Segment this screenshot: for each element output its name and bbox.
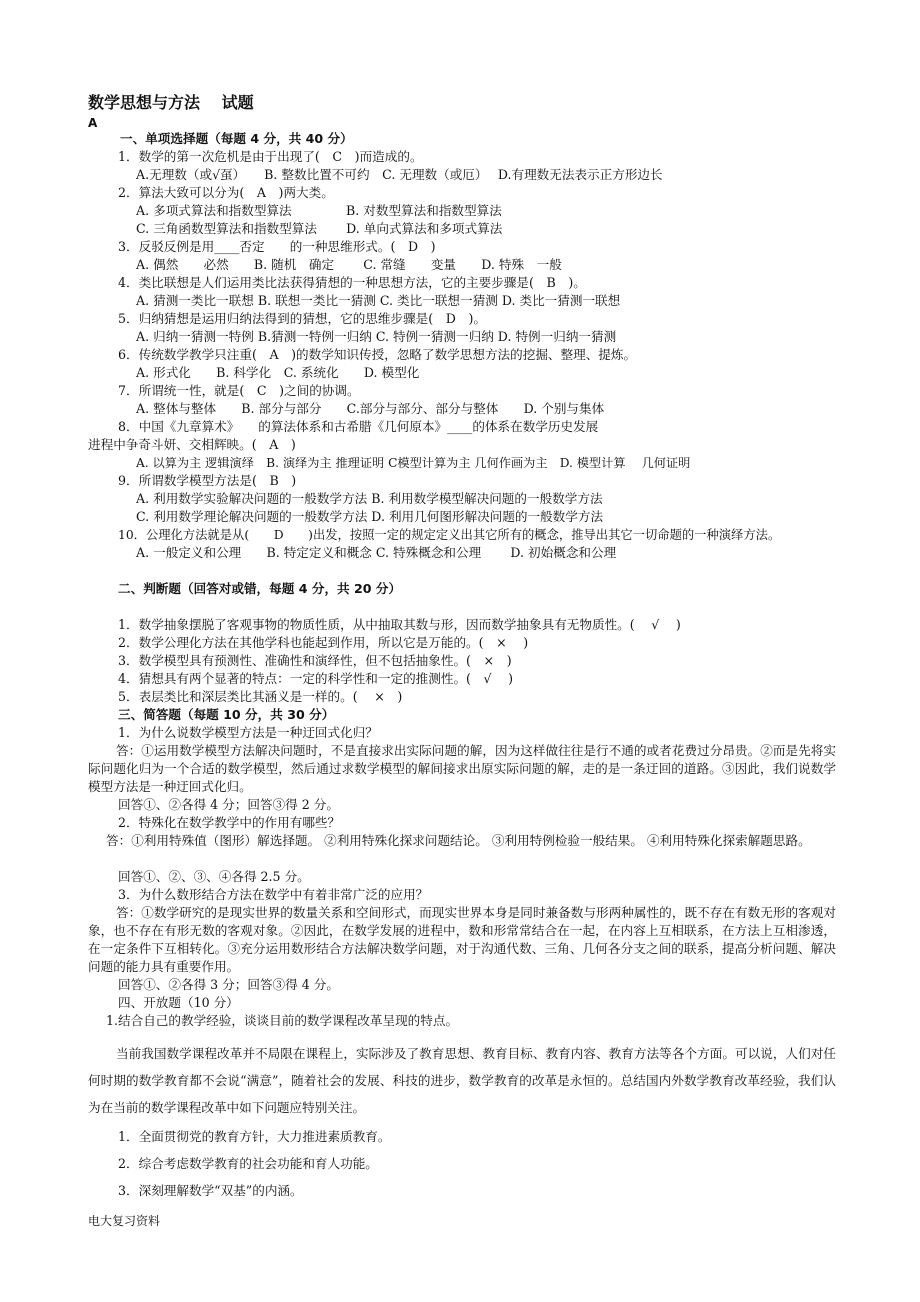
s1-line: 2．算法大致可以分为( A )两大类。 — [118, 185, 334, 200]
section-3-heading: 三、简答题（每题 10 分，共 30 分） — [118, 707, 335, 722]
page-footer: 电大复习资料 — [88, 1214, 161, 1228]
s4-point: 2．综合考虑数学教育的社会功能和育人功能。 — [118, 1156, 378, 1171]
s1-line: 5．归纳猜想是运用归纳法得到的猜想，它的思维步骤是( D )。 — [118, 311, 486, 326]
s3-question-1: 1．为什么说数学模型方法是一种迂回式化归？ — [118, 725, 378, 740]
s1-line: A. 多项式算法和指数型算法 B. 对数型算法和指数型算法 — [136, 203, 502, 218]
s3-question-3: 3．为什么数形结合方法在数学中有着非常广泛的应用？ — [118, 887, 429, 902]
s1-line: A. 归纳一猜测一特例 B.猜测一特例一归纳 C. 特例一猜测一归纳 D. 特例一归纳一猜测 — [136, 329, 617, 344]
s1-line: A. 以算为主 逻辑演绎 B. 演绎为主 推理证明 C模型计算为主 几何作画为主 D. 模型计算 几何证明 — [136, 456, 691, 470]
s1-line: A. 形式化 B. 科学化 C. 系统化 D. 模型化 — [136, 365, 420, 380]
s3-answer-2: 答：①利用特殊值（图形）解选择题。 ②利用特殊化探求问题结论。 ③利用特例检验一般结果。 ④利用特殊化探索解题思路。 — [106, 833, 811, 848]
s2-line: 4．猜想具有两个显著的特点：一定的科学性和一定的推测性。( √ ) — [118, 671, 514, 686]
s1-line: A. 一般定义和公理 B. 特定定义和概念 C. 特殊概念和公理 D. 初始概念和公理 — [136, 545, 617, 560]
s4-point: 1．全面贯彻党的教育方针，大力推进素质教育。 — [118, 1129, 391, 1144]
paper-variant: A — [88, 116, 98, 130]
s1-line: 7．所谓统一性，就是( C )之间的协调。 — [118, 383, 360, 398]
s1-line: 8．中国《九章算术》 的算法体系和古希腊《几何原本》____的体系在数学历史发展 — [118, 419, 599, 434]
page-title: 数学思想与方法 试题 — [88, 93, 254, 112]
s1-line: 3．反驳反例是用____否定 的一种思维形式。( D ) — [118, 239, 436, 254]
s3-score-3: 回答①、②各得 3 分；回答③得 4 分。 — [118, 977, 339, 992]
s1-line: A.无理数（或√虿） B. 整数比置不可约 C. 无理数（或厄） D.有理数无法表示正方形边长 — [136, 167, 663, 182]
section-2-heading: 二、判断题（回答对或错，每题 4 分，共 20 分） — [118, 581, 402, 596]
s4-point: 3．深刻理解数学“双基”的内涵。 — [118, 1183, 303, 1198]
section-1-heading: 一、单项选择题（每题 4 分，共 40 分） — [120, 131, 353, 146]
s1-line: 1．数学的第一次危机是由于出现了( C )而造成的。 — [118, 149, 423, 164]
s1-line: 6．传统数学教学只注重( A )的数学知识传授，忽略了数学思想方法的挖掘、整理、提炼。 — [118, 347, 637, 362]
s2-line: 5．表层类比和深层类比其涵义是一样的。( × ) — [118, 689, 403, 704]
s4-question-1: 1.结合自己的教学经验，谈谈目前的数学课程改革呈现的特点。 — [106, 1013, 459, 1028]
s2-line: 2．数学公理化方法在其他学科也能起到作用，所以它是万能的。( × ) — [118, 635, 529, 650]
s3-question-2: 2．特殊化在数学教学中的作用有哪些？ — [118, 815, 341, 830]
s2-line: 1．数学抽象摆脱了客观事物的物质性质，从中抽取其数与形，因而数学抽象具有无物质性。( √ ) — [118, 617, 681, 632]
s1-line: C. 利用数学理论解决问题的一般数学方法 D. 利用几何图形解决问题的一般数学方法 — [136, 509, 604, 524]
s1-line: 4．类比联想是人们运用类比法获得猜想的一种思想方法，它的主要步骤是( B )。 — [118, 275, 586, 290]
s1-line: A. 整体与整体 B. 部分与部分 C.部分与部分、部分与整体 D. 个别与集体 — [136, 401, 605, 416]
s3-answer-3: 答：①数学研究的是现实世界的数量关系和空间形式，而现实世界本身是同时兼备数与形两种属性的，既不存在有数无形的客观对象，也不存在有形无数的客观对象。②因此，在数学发展的进程中，数和形常常结合在一起，在内容上互相联系，在方法上互相渗透，在一定条件下互相转化。③充分运用数形结合方法解决数学问题，对于沟通代数、三角、几何各分支之间的联系，提高分析问题、解决问题的能力具有重要作用。 — [88, 905, 836, 974]
s3-answer-1: 答：①运用数学模型方法解决问题时，不是直接求出实际问题的解，因为这样做往往是行不通的或者花费过分昂贵。②而是先将实际问题化归为一个合适的数学模型，然后通过求数学模型的解间接求出原实际问题的解，走的是一条迂回的道路。③因此，我们说数学模型方法是一种迂回式化归。 — [88, 743, 836, 794]
s2-line: 3．数学模型具有预测性、准确性和演绎性，但不包括抽象性。( × ) — [118, 653, 512, 668]
s1-line: C. 三角函数型算法和指数型算法 D. 单向式算法和多项式算法 — [136, 221, 503, 236]
s4-answer: 当前我国数学课程改革并不局限在课程上，实际涉及了教育思想、教育目标、教育内容、教育方法等各个方面。可以说，人们对任何时期的数学教育都不会说“满意”，随着社会的发展、科技的进步，数学教育的改革是永恒的。总结国内外数学教育改革经验，我们认为在当前的数学课程改革中如下问题应特别关注。 — [88, 1046, 836, 1115]
s3-score-2: 回答①、②、③、④各得 2.5 分。 — [118, 869, 310, 884]
s1-line: A. 猜测一类比一联想 B. 联想一类比一猜测 C. 类比一联想一猜测 D. 类比一猜测一联想 — [136, 293, 621, 308]
s1-line: 9．所谓数学模型方法是( B ) — [118, 473, 297, 488]
s1-line: 进程中争奇斗妍、交相辉映。( A ) — [88, 437, 296, 452]
section-4-heading: 四、开放题（10 分） — [118, 995, 239, 1010]
s1-line: A. 利用数学实验解决问题的一般数学方法 B. 利用数学模型解决问题的一般数学方法 — [136, 491, 603, 506]
s3-score-1: 回答①、②各得 4 分；回答③得 2 分。 — [118, 797, 339, 812]
s1-line: A. 偶然 必然 B. 随机 确定 C. 常缝 变量 D. 特殊 一般 — [136, 257, 562, 272]
s1-line: 10．公理化方法就是从( D )出发，按照一定的规定定义出其它所有的概念，推导出其它一切命题的一种演绎方法。 — [118, 528, 781, 542]
